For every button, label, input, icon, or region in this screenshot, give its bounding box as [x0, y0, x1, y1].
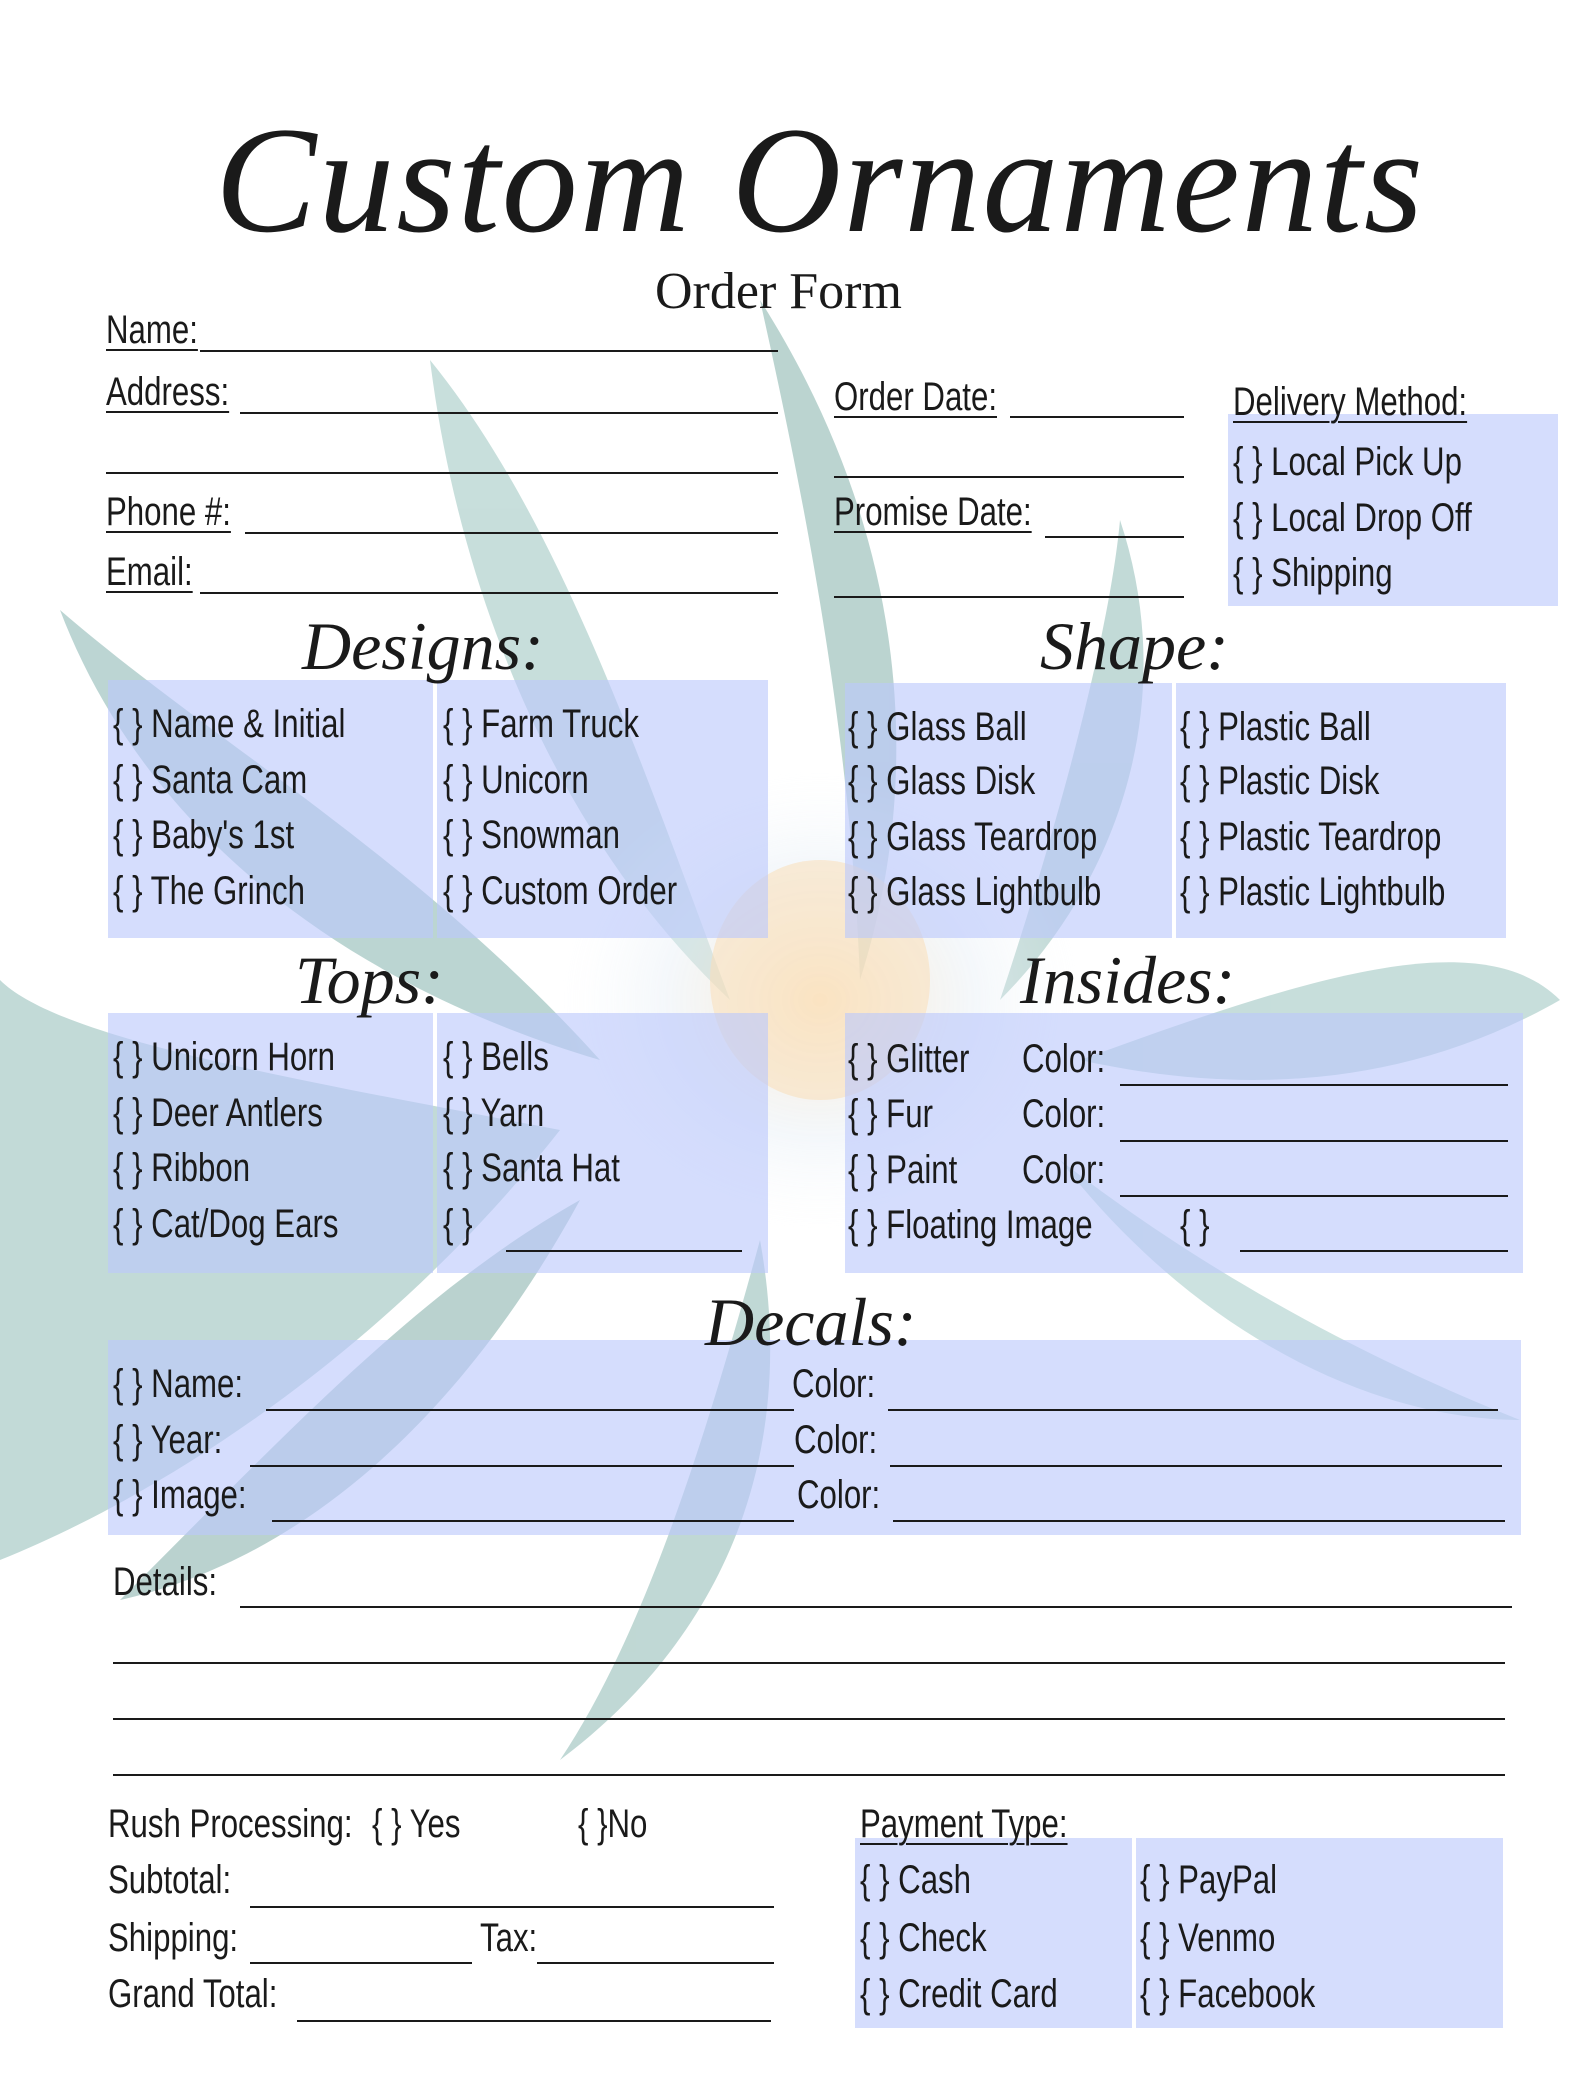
top-option[interactable]: { } Yarn	[443, 1091, 545, 1135]
payment-option[interactable]: { } Check	[860, 1916, 987, 1960]
design-option[interactable]: { } Name & Initial	[113, 702, 346, 746]
design-option[interactable]: { } Custom Order	[443, 869, 678, 913]
delivery-local-pick-up[interactable]: { } Local Pick Up	[1233, 440, 1462, 484]
decal-image-color-label: Color:	[797, 1473, 881, 1517]
phone-label: Phone #:	[106, 490, 231, 534]
delivery-method-title: Delivery Method:	[1233, 380, 1468, 424]
top-option[interactable]: { } Unicorn Horn	[113, 1035, 335, 1079]
designs-title: Designs:	[302, 608, 544, 684]
design-option[interactable]: { } Farm Truck	[443, 702, 639, 746]
shipping-label: Shipping:	[108, 1916, 239, 1960]
rush-no-option[interactable]: { }No	[578, 1802, 648, 1846]
order-date-field-line-2[interactable]	[834, 476, 1184, 478]
address-field[interactable]	[240, 412, 778, 414]
name-label: Name:	[106, 308, 198, 352]
payment-option[interactable]: { } Facebook	[1140, 1972, 1316, 2016]
decal-option[interactable]: { } Name:	[113, 1362, 244, 1406]
details-label: Details:	[113, 1560, 218, 1604]
top-option[interactable]: { } Deer Antlers	[113, 1091, 323, 1135]
insides-title: Insides:	[1020, 942, 1236, 1018]
decal-option[interactable]: { } Year:	[113, 1418, 223, 1462]
payment-option[interactable]: { } Venmo	[1140, 1916, 1276, 1960]
inside-other-option[interactable]: { }	[1180, 1203, 1210, 1247]
top-option[interactable]: { }	[443, 1202, 473, 1246]
top-option[interactable]: { } Santa Hat	[443, 1146, 620, 1190]
address-field-line-2[interactable]	[106, 472, 778, 474]
rush-yes-option[interactable]: { } Yes	[372, 1802, 461, 1846]
top-option[interactable]: { } Cat/Dog Ears	[113, 1202, 339, 1246]
design-option[interactable]: { } Santa Cam	[113, 758, 308, 802]
glitter-color-label: Color:	[1022, 1037, 1106, 1081]
inside-option[interactable]: { } Floating Image	[848, 1203, 1093, 1247]
subtotal-field[interactable]	[250, 1906, 774, 1908]
inside-other-field[interactable]	[1240, 1250, 1508, 1252]
shape-option[interactable]: { } Glass Ball	[848, 705, 1027, 749]
subtotal-label: Subtotal:	[108, 1858, 232, 1902]
grand-total-label: Grand Total:	[108, 1972, 278, 2016]
details-field[interactable]	[240, 1606, 1512, 1608]
inside-option[interactable]: { } Glitter	[848, 1037, 970, 1081]
inside-option[interactable]: { } Fur	[848, 1092, 933, 1136]
page-title: Custom Ornaments	[215, 96, 1426, 264]
shape-option[interactable]: { } Plastic Teardrop	[1180, 815, 1442, 859]
fur-color-label: Color:	[1022, 1092, 1106, 1136]
inside-option[interactable]: { } Paint	[848, 1148, 958, 1192]
decal-year-color-label: Color:	[794, 1418, 878, 1462]
order-date-field[interactable]	[1010, 416, 1184, 418]
promise-date-field[interactable]	[1045, 536, 1184, 538]
top-option[interactable]: { } Bells	[443, 1035, 549, 1079]
phone-field[interactable]	[245, 532, 778, 534]
promise-date-label: Promise Date:	[834, 490, 1032, 534]
promise-date-field-line-2[interactable]	[834, 596, 1184, 598]
shape-option[interactable]: { } Plastic Lightbulb	[1180, 870, 1446, 914]
decal-year-field[interactable]	[250, 1465, 794, 1467]
shape-title: Shape:	[1040, 608, 1229, 684]
email-field[interactable]	[200, 592, 778, 594]
paint-color-field[interactable]	[1120, 1195, 1508, 1197]
tops-title: Tops:	[295, 942, 444, 1018]
decal-year-color-field[interactable]	[890, 1465, 1502, 1467]
decal-option[interactable]: { } Image:	[113, 1473, 247, 1517]
paint-color-label: Color:	[1022, 1148, 1106, 1192]
decal-image-color-field[interactable]	[893, 1520, 1505, 1522]
details-field-line-4[interactable]	[113, 1774, 1505, 1776]
order-date-label: Order Date:	[834, 375, 997, 419]
grand-total-field[interactable]	[297, 2020, 771, 2022]
shape-option[interactable]: { } Plastic Disk	[1180, 759, 1380, 803]
shape-option[interactable]: { } Plastic Ball	[1180, 705, 1371, 749]
decal-name-color-label: Color:	[792, 1362, 876, 1406]
tax-label: Tax:	[480, 1916, 538, 1960]
shape-option[interactable]: { } Glass Disk	[848, 759, 1036, 803]
design-option[interactable]: { } Unicorn	[443, 758, 589, 802]
decal-name-color-field[interactable]	[888, 1409, 1498, 1411]
decals-title: Decals:	[705, 1284, 917, 1360]
details-field-line-3[interactable]	[113, 1718, 1505, 1720]
decal-name-field[interactable]	[266, 1409, 794, 1411]
details-field-line-2[interactable]	[113, 1662, 1505, 1664]
email-label: Email:	[106, 550, 193, 594]
shipping-field[interactable]	[250, 1962, 472, 1964]
delivery-local-drop-off[interactable]: { } Local Drop Off	[1233, 496, 1472, 540]
shape-option[interactable]: { } Glass Lightbulb	[848, 870, 1102, 914]
fur-color-field[interactable]	[1120, 1140, 1508, 1142]
top-option[interactable]: { } Ribbon	[113, 1146, 251, 1190]
payment-option[interactable]: { } Cash	[860, 1858, 972, 1902]
design-option[interactable]: { } Baby's 1st	[113, 813, 295, 857]
decal-image-field[interactable]	[272, 1520, 794, 1522]
rush-processing-label: Rush Processing:	[108, 1802, 353, 1846]
tax-field[interactable]	[537, 1962, 774, 1964]
shape-option[interactable]: { } Glass Teardrop	[848, 815, 1098, 859]
delivery-shipping[interactable]: { } Shipping	[1233, 551, 1393, 595]
top-other-field[interactable]	[506, 1250, 742, 1252]
name-field[interactable]	[200, 350, 778, 352]
glitter-color-field[interactable]	[1120, 1084, 1508, 1086]
address-label: Address:	[106, 370, 230, 414]
design-option[interactable]: { } Snowman	[443, 813, 620, 857]
payment-type-title: Payment Type:	[860, 1802, 1068, 1846]
payment-option[interactable]: { } PayPal	[1140, 1858, 1278, 1902]
design-option[interactable]: { } The Grinch	[113, 869, 305, 913]
payment-option[interactable]: { } Credit Card	[860, 1972, 1058, 2016]
page-subtitle: Order Form	[655, 263, 902, 320]
